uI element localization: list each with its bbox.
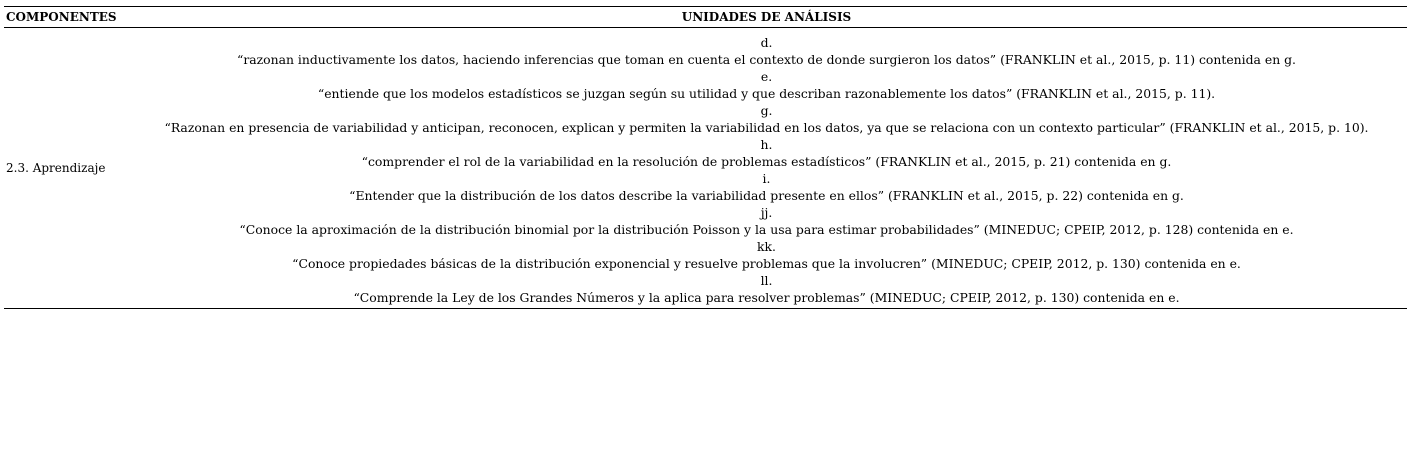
analysis-unit [126,136,1407,170]
analysis-unit [126,272,1407,306]
analysis-unit [126,68,1407,102]
unit-text: “Conoce propiedades básicas de la distribución exponencial y resuelve problemas que la involucren” (MINEDUC; CPEIP, 2012, p. 130) contenida en e. [292,256,1241,271]
unit-letter: jj. [760,205,773,220]
analysis-table-container [4,6,1407,309]
unit-text: “Comprende la Ley de los Grandes Números y la aplica para resolver problemas” (MINEDUC; CPEIP, 2012, p. 130) contenida en e. [353,290,1180,305]
unit-letter: e. [760,69,773,84]
unit-text: “Conoce la aproximación de la distribución binomial por la distribución Poisson y la usa para estimar probabilidades” (MINEDUC; CPEIP, 2012, p. 128) contenida en e. [239,222,1294,237]
analysis-unit [126,170,1407,204]
unit-letter: h. [760,137,773,152]
table-row [4,28,1407,309]
table-body [4,28,1407,309]
unit-text: “entiende que los modelos estadísticos se juzgan según su utilidad y que describan razonablemente los datos” (FRANKLIN et al., 2015, p. 11). [317,86,1216,101]
header-units: UNIDADES DE ANÁLISIS [126,7,1407,28]
unit-text: “Entender que la distribución de los datos describe la variabilidad presente en ellos” (FRANKLIN et al., 2015, p. 22) contenida en g. [349,188,1184,203]
unit-letter: g. [760,103,773,118]
unit-letter: ll. [760,273,773,288]
analysis-table [4,6,1407,309]
analysis-unit [126,204,1407,238]
table-header [4,7,1407,28]
analysis-unit [126,238,1407,272]
analysis-unit [126,34,1407,68]
unit-text: “Razonan en presencia de variabilidad y anticipan, reconocen, explican y permiten la variabilidad en los datos, ya que se relaciona con un contexto particular” (FRANKLIN et al., 2015, p. 10). [164,120,1369,135]
header-row [4,7,1407,28]
unit-letter: i. [762,171,771,186]
unit-letter: d. [760,35,773,50]
unit-letter: kk. [757,239,776,254]
unit-text: “razonan inductivamente los datos, haciendo inferencias que toman en cuenta el contexto de donde surgieron los datos” (FRANKLIN et al., 2015, p. 11) contenida en g. [236,52,1296,67]
units-cell [126,28,1407,309]
analysis-unit [126,102,1407,136]
header-components: COMPONENTES [4,7,126,28]
unit-text: “comprender el rol de la variabilidad en la resolución de problemas estadísticos” (FRANKLIN et al., 2015, p. 21) contenida en g. [361,154,1172,169]
component-cell: 2.3. Aprendizaje [4,28,126,309]
